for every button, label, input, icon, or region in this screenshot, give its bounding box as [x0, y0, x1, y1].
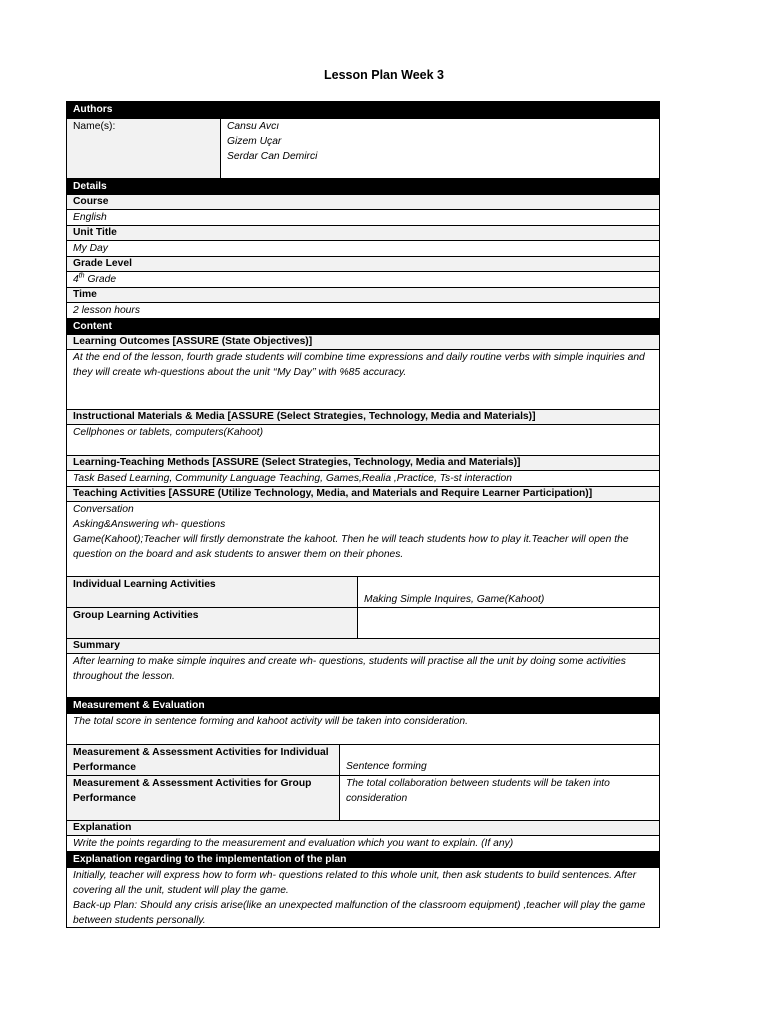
individual-learning-row [67, 576, 659, 607]
backup-plan-paragraph: Back-up Plan: Should any crisis arise(like an unexpected malfunction of the classroom equipment) ,teacher will play the game between students personally. [73, 900, 646, 926]
activity-line: Asking&Answering wh- questions [73, 519, 226, 530]
unit-title-label: Unit Title [67, 225, 659, 240]
learning-outcomes-text: At the end of the lesson, fourth grade students will combine time expressions and daily routine verbs with simple inquiries and they will create wh-questions about the unit ‘‘My Day’’ with %85 accuracy. [67, 349, 659, 409]
group-learning-label: Group Learning Activities [67, 608, 357, 638]
measurement-individual-value: Sentence forming [339, 745, 659, 775]
author-name: Cansu Avcı [227, 121, 280, 132]
methods-text: Task Based Learning, Community Language Teaching, Games,Realia ,Practice, Ts-st interaction [67, 470, 659, 486]
names-list [220, 119, 659, 178]
authors-header: Authors [67, 102, 659, 118]
group-learning-value [357, 608, 659, 638]
page-title: Lesson Plan Week 3 [324, 68, 444, 82]
teaching-activities-text [67, 501, 659, 576]
lesson-plan-table [66, 101, 660, 928]
summary-label: Summary [67, 638, 659, 653]
implementation-text [67, 867, 659, 927]
measurement-header: Measurement & Evaluation [67, 697, 659, 713]
measurement-individual-row [67, 744, 659, 775]
materials-label: Instructional Materials & Media [ASSURE (Select Strategies, Technology, Media and Materials)] [67, 409, 659, 424]
measurement-text: The total score in sentence forming and kahoot activity will be taken into consideration. [67, 713, 659, 744]
activity-line: Game(Kahoot);Teacher will firstly demonstrate the kahoot. Then he will teach students how to play it.Teacher will open the question on the board and ask students to answer them on their phones. [73, 534, 629, 560]
individual-learning-label: Individual Learning Activities [67, 577, 357, 607]
implementation-header: Explanation regarding to the implementation of the plan [67, 851, 659, 867]
measurement-group-label: Measurement & Assessment Activities for Group Performance [67, 776, 339, 820]
activity-line: Conversation [73, 504, 134, 515]
measurement-group-row [67, 775, 659, 820]
measurement-individual-label: Measurement & Assessment Activities for Individual Performance [67, 745, 339, 775]
explanation-label: Explanation [67, 820, 659, 835]
materials-text: Cellphones or tablets, computers(Kahoot) [67, 424, 659, 455]
time-label: Time [67, 287, 659, 302]
explanation-text: Write the points regarding to the measurement and evaluation which you want to explain. (If any) [67, 835, 659, 851]
details-header: Details [67, 178, 659, 194]
learning-outcomes-label: Learning Outcomes [ASSURE (State Objectives)] [67, 334, 659, 349]
course-label: Course [67, 194, 659, 209]
group-learning-row [67, 607, 659, 638]
unit-title-value: My Day [67, 240, 659, 256]
individual-learning-value: Making Simple Inquires, Game(Kahoot) [357, 577, 659, 607]
author-name: Gizem Uçar [227, 136, 282, 147]
names-label: Name(s): [67, 119, 220, 178]
content-header: Content [67, 318, 659, 334]
authors-row [67, 118, 659, 178]
time-value: 2 lesson hours [67, 302, 659, 318]
summary-text: After learning to make simple inquires and create wh- questions, students will practise all the unit by doing some activities throughout the lesson. [67, 653, 659, 697]
implementation-paragraph: Initially, teacher will express how to form wh- questions related to this whole unit, then ask students to build sentences. After covering all the unit, student will play the game. [73, 870, 637, 896]
author-name: Serdar Can Demirci [227, 151, 318, 162]
grade-level-label: Grade Level [67, 256, 659, 271]
grade-level-value: 4th Grade [67, 271, 659, 287]
measurement-group-value: The total collaboration between students will be taken into consideration [339, 776, 659, 820]
methods-label: Learning-Teaching Methods [ASSURE (Select Strategies, Technology, Media and Materials)] [67, 455, 659, 470]
course-value: English [67, 209, 659, 225]
teaching-activities-label: Teaching Activities [ASSURE (Utilize Technology, Media, and Materials and Require Learner Participation)] [67, 486, 659, 501]
